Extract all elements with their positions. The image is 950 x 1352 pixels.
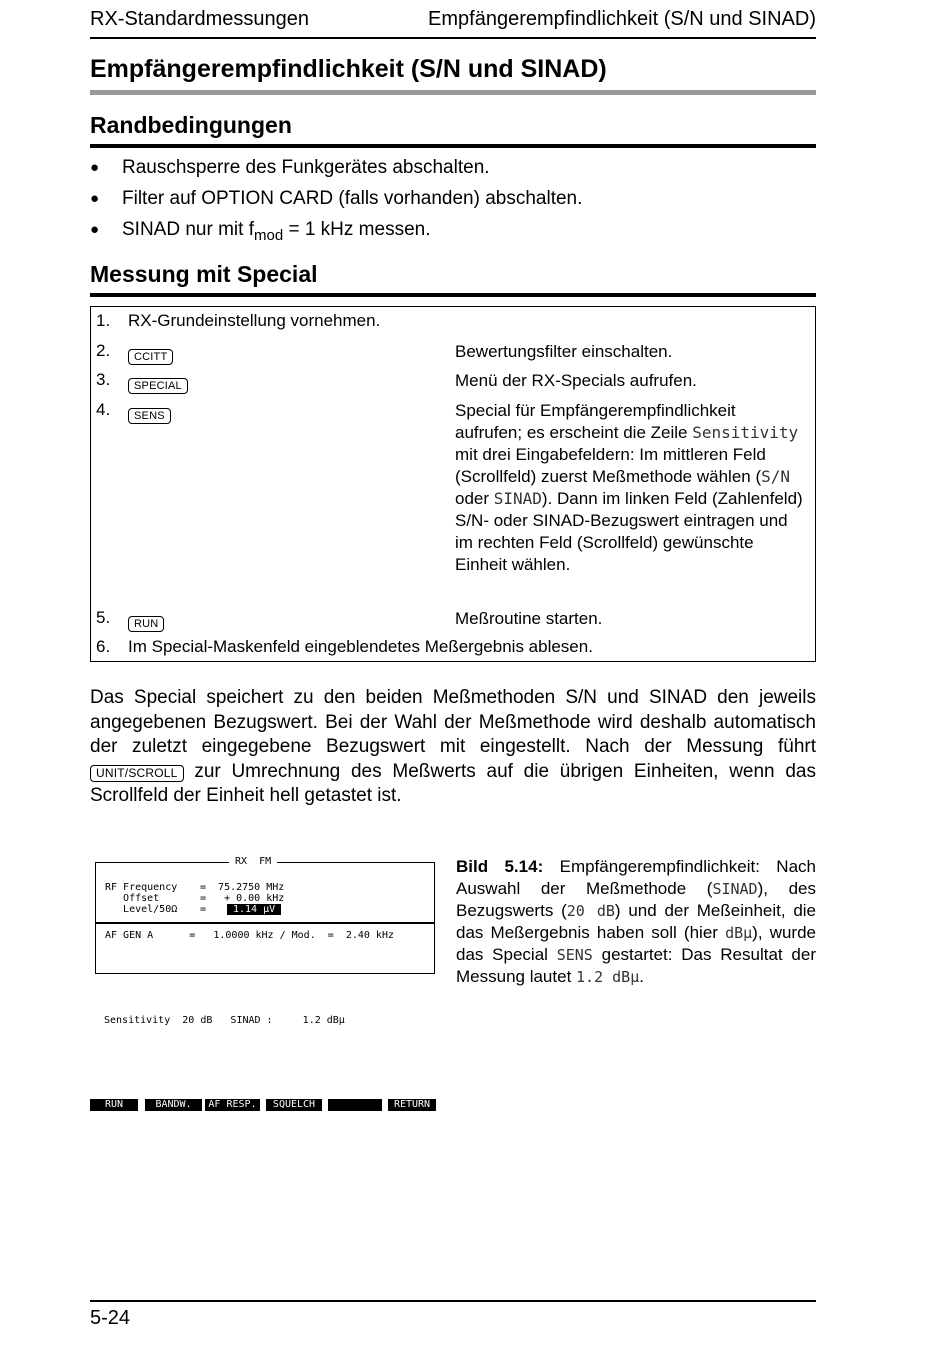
footer-rule <box>90 1300 816 1302</box>
level-value-field[interactable]: 1.14 μV <box>227 904 281 915</box>
bullet-item <box>90 217 582 248</box>
title-underline <box>90 90 816 95</box>
screen-title: RX FM <box>229 856 277 867</box>
step-number: 4. <box>96 400 111 419</box>
bullet-item <box>90 155 582 186</box>
rf-frequency-value: = 75.2750 MHz <box>200 882 285 893</box>
header-rule <box>90 37 816 39</box>
sens-key[interactable]: SENS <box>128 408 171 424</box>
bullet-text: = 1 kHz messen. <box>283 219 431 240</box>
bullet-subscript: mod <box>253 226 284 244</box>
level-eq: = <box>200 904 207 915</box>
mono-text: S/N <box>761 467 791 486</box>
step-text: RX-Grundeinstellung vornehmen. <box>128 311 381 330</box>
softkey-empty[interactable] <box>328 1099 382 1111</box>
softkey-af-resp[interactable]: AF RESP. <box>205 1099 260 1111</box>
section-heading-messung: Messung mit Special <box>90 261 318 287</box>
step-description: Bewertungsfilter einschalten. <box>455 342 673 361</box>
step-number: 6. <box>96 637 111 656</box>
softkey-bandw[interactable]: BANDW. <box>145 1099 202 1111</box>
step-number: 2. <box>96 341 111 360</box>
screen-separator <box>96 922 434 924</box>
softkey-squelch[interactable]: SQUELCH <box>266 1099 322 1111</box>
run-key[interactable]: RUN <box>128 616 164 632</box>
bullet-text: SINAD nur mit f <box>122 219 254 240</box>
figure-caption: Bild 5.14: Empfängerempfindlichkeit: Nach Auswahl der Meßmethode (SINAD), des Bezugswerts (20 dB) und der Meßeinheit, die das Meßergebnis haben soll (hier dBμ), wurde das Special SENS gestartet: Das Resultat der Messung lautet 1.2 dBμ. <box>456 857 817 986</box>
offset-label: Offset <box>105 893 160 904</box>
level-label: Level/50Ω <box>105 904 178 915</box>
unit-scroll-key[interactable]: UNIT/SCROLL <box>90 765 184 782</box>
rf-frequency-label: RF Frequency <box>105 882 178 893</box>
mono-text: SINAD <box>493 489 542 508</box>
section-rule <box>90 144 816 148</box>
instrument-screen <box>95 856 435 974</box>
step-description: Meßroutine starten. <box>455 609 603 628</box>
page-title: Empfängerempfindlichkeit (S/N und SINAD) <box>90 55 607 83</box>
step-text: Im Special-Maskenfeld eingeblendetes Meßergebnis ablesen. <box>128 637 593 656</box>
running-header-left: RX-Standardmessungen <box>90 8 310 30</box>
bullet-item <box>90 186 582 217</box>
section-heading-randbedingungen: Randbedingungen <box>90 112 292 138</box>
offset-value: = + 0.00 kHz <box>200 893 285 904</box>
ccitt-key[interactable]: CCITT <box>128 349 173 365</box>
softkey-run[interactable]: RUN <box>90 1099 138 1111</box>
running-header-right: Empfängerempfindlichkeit (S/N und SINAD) <box>428 8 816 30</box>
bullet-text: Filter auf OPTION CARD (falls vorhanden) abschalten. <box>122 188 583 209</box>
step-description: Special für Empfängerempfindlichkeit aufrufen; es erscheint die Zeile Sensitivity mit drei Eingabefeldern: Im mittleren Feld (Scrollfeld) zuerst Meßmethode wählen (S/N oder SINAD). Dann im linken Feld (Zahlenfeld) S/N- oder SINAD-Bezugswert eintragen und im rechten Feld (Scrollfeld) gewünschte Einheit wählen. <box>455 401 803 574</box>
step-description: Menü der RX-Specials aufrufen. <box>455 371 697 390</box>
softkey-return[interactable]: RETURN <box>388 1099 436 1111</box>
bullet-text: Rauschsperre des Funkgerätes abschalten. <box>122 157 490 178</box>
body-paragraph: Das Special speichert zu den beiden Meßmethoden S/N und SINAD den jeweils angegebenen Bezugswert. Bei der Wahl der Meßmethode wird deshalb automatisch der zuletzt eingegebene Bezugswert mit eingestellt. Nach der Messung führt UNIT/SCROLL zur Umrechnung des Meßwerts auf die übrigen Einheiten, wenn das Scrollfeld der Einheit hell getastet ist. <box>90 687 816 806</box>
caption-label: Bild 5.14: <box>456 857 544 876</box>
section-rule <box>90 293 816 297</box>
step-number: 1. <box>96 311 111 330</box>
bullet-list <box>90 155 582 248</box>
special-key[interactable]: SPECIAL <box>128 378 188 394</box>
mono-text: Sensitivity <box>692 423 799 442</box>
step-number: 3. <box>96 370 111 389</box>
step-number: 5. <box>96 608 111 627</box>
page-number: 5-24 <box>90 1307 131 1329</box>
af-gen-line: AF GEN A = 1.0000 kHz / Mod. = 2.40 kHz <box>105 930 394 941</box>
steps-table <box>90 306 816 662</box>
sensitivity-line: Sensitivity 20 dB SINAD : 1.2 dBμ <box>104 1015 345 1026</box>
